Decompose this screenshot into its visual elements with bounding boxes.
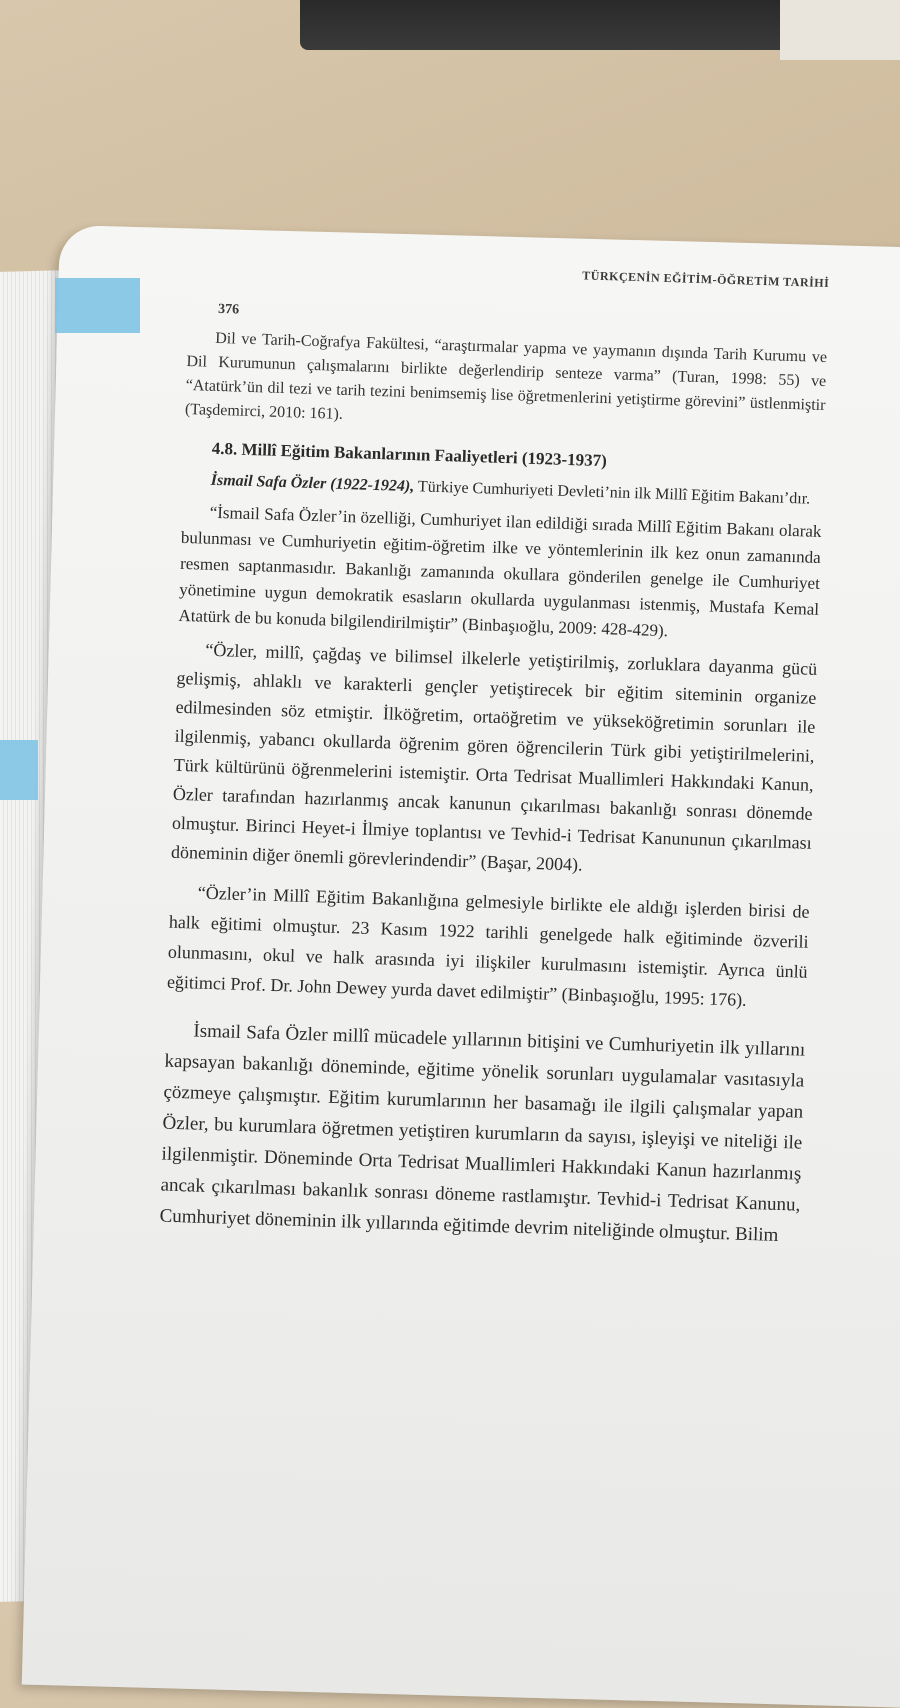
- quote-paragraph-1: “İsmail Safa Özler’in özelliği, Cumhuriyet ilan edildiği sırada Millî Eğitim Bakanı olarak bulunması ve Cumhuriyetin eğitim-öğretim ilke ve yöntemlerinin ilk kez onun zamanında resmen saptanmasıdır. Bakanlığı zamanında okullara gönderilen genelge ile Cumhuriyet yönetimine uygun demokratik esasların okullarda uygulanması istenmiş, Mustafa Kemal Atatürk de bu konuda bilgilendirilmiştir” (Binbaşıoğlu, 2009: 428-429).: [178, 502, 822, 641]
- page-content: [159, 250, 830, 1252]
- ismail-name: İsmail Safa Özler (1922-1924),: [210, 471, 415, 496]
- section-heading: 4.8. Millî Eğitim Bakanlarının Faaliyetleri (1923-1937): [211, 438, 608, 470]
- bookmark-tab-top: [55, 278, 140, 333]
- final-paragraph: İsmail Safa Özler millî mücadele yıllarının bitişini ve Cumhuriyetin ilk yıllarını kapsayan bakanlığı döneminde, eğitime yönelik sorunları uygulamalar vasıtasıyla çözmeye çalışmıştır. Eğitim kurumlarının her basamağı ile ilgili çalışmalar yapan Özler, bu kurumlara öğretmen yetiştiren kurumların da sayısı, işleyişi ve niteliği ile ilgilenmiştir. Döneminde Orta Tedrisat Muallimleri Hakkındaki Kanun hazırlanmış ancak çıkarılması bakanlık sonrası döneme rastlamıştır. Tevhid-i Tedrisat Kanunu, Cumhuriyet döneminin ilk yıllarında eğitimde devrim niteliğinde olmuştur. Bilim: [159, 1020, 806, 1246]
- background-light-object: [780, 0, 900, 60]
- running-header: TÜRKÇENİN EĞİTİM-ÖĞRETİM TARİHİ: [582, 268, 830, 291]
- bookmark-tab-side: [0, 740, 38, 800]
- quote-paragraph-2: “Özler, millî, çağdaş ve bilimsel ilkelerle yetiştirilmiş, zorluklara dayanma gücü gelişmiş, ahlaklı ve karakterli gençler yetiştirecek bir eğitim siteminin organize edilmesinden söz etmiştir. İlköğretim, ortaöğretim ve yükseköğretimin sorunları ile ilgilenmiş, yabancı okullarda öğrenim gören öğrencilerin Türk gibi yetiştirilmelerini, Türk kültürünü öğrenmelerini istemiştir. Orta Tedrisat Muallimleri Hakkındaki Kanun, Özler tarafından hazırlanmış ancak kanunun çıkarılması bakanlığı sonrası dönemde olmuştur. Birinci Heyet-i İlmiye toplantısı ve Tevhid-i Tedrisat Kanununun çıkarılması döneminin diğer önemli görevlerindendir” (Başar, 2004).: [170, 639, 818, 875]
- quote-paragraph-3: “Özler’in Millî Eğitim Bakanlığına gelmesiyle birlikte ele aldığı işlerden birisi de halk eğitimi olmuştur. 23 Kasım 1922 tarihli genelgede halk eğitiminde özverili olunmasını, okul ve halk arasında iyi ilişkiler kurulmasını istemiştir. Ayrıca ünlü eğitimci Prof. Dr. John Dewey yurda davet edilmiştir” (Binbaşıoğlu, 1995: 176).: [166, 882, 810, 1010]
- ismail-intro-text: Türkiye Cumhuriyeti Devleti’nin ilk Millî Eğitim Bakanı’dır.: [413, 478, 811, 508]
- page-number: 376: [217, 301, 240, 318]
- background-dark-object: [300, 0, 780, 50]
- intro-paragraph: Dil ve Tarih-Coğrafya Fakültesi, “araştırmalar yapma ve yaymanın dışında Tarih Kurumu ve Dil Kurumunun çalışmalarını birlikte değerlendirip senteze varma” (Turan, 1998: 55) ve “Atatürk’ün dil tezi ve tarih tezini benimsemiş lise öğretmenlerini yetiştirme görevini” üstlenmiştir (Taşdemirci, 2010: 161).: [184, 329, 828, 423]
